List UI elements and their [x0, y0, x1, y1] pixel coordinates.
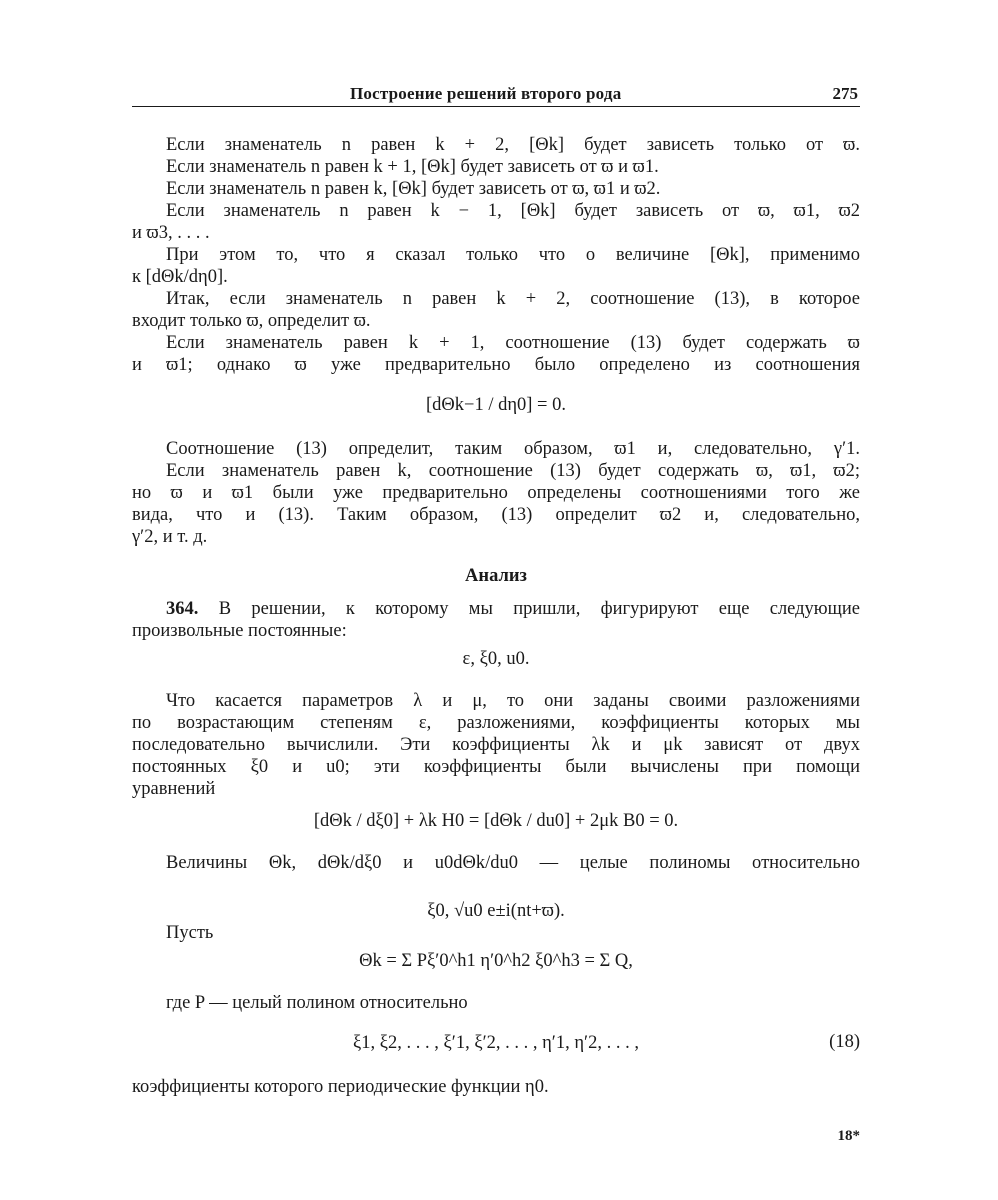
text-line: Если знаменатель равен k + 1, соотношение (13) будет содержать ϖ [166, 333, 860, 353]
signature-mark: 18* [837, 1128, 860, 1144]
paragraph-number: 364. [166, 599, 199, 619]
text-line: постоянных ξ0 и u0; эти коэффициенты были вычислены при помощи [132, 757, 860, 777]
header-rule [132, 106, 860, 107]
text-line: и ϖ1; однако ϖ уже предварительно было определено из соотношения [132, 355, 860, 375]
equation: ξ0, √u0 e±i(nt+ϖ). [427, 901, 565, 921]
text-line: Итак, если знаменатель n равен k + 2, соотношение (13), в которое [166, 289, 860, 309]
text-line: где P — целый полином относительно [166, 993, 468, 1013]
text-line: к [dΘk/dη0]. [132, 267, 228, 287]
equation-number: (18) [829, 1032, 860, 1052]
text-line: по возрастающим степеням ε, разложениями, коэффициенты которых мы [132, 713, 860, 733]
running-head-title: Построение решений второго рода [350, 84, 622, 103]
page-number: 275 [832, 84, 858, 103]
text-line: Соотношение (13) определит, таким образом, ϖ1 и, следовательно, γ′1. [166, 439, 860, 459]
section-heading: Анализ [465, 566, 527, 586]
paragraph-start [166, 598, 860, 620]
equation: ε, ξ0, u0. [462, 649, 530, 669]
text-line: Если знаменатель n равен k, [Θk] будет зависеть от ϖ, ϖ1 и ϖ2. [166, 179, 661, 199]
text-line: и ϖ3, . . . . [132, 223, 210, 243]
equation: Θk = Σ Pξ′0^h1 η′0^h2 ξ0^h3 = Σ Q, [359, 951, 633, 971]
text-line: но ϖ и ϖ1 были уже предварительно определены соотношениями того же [132, 483, 860, 503]
text-line: входит только ϖ, определит ϖ. [132, 311, 371, 331]
text-line: В решении, к которому мы пришли, фигурируют еще следующие [198, 599, 860, 619]
equation: ξ1, ξ2, . . . , ξ′1, ξ′2, . . . , η′1, η′2, . . . , [353, 1033, 639, 1053]
equation: [dΘk / dξ0] + λk H0 = [dΘk / du0] + 2μk B0 = 0. [313, 811, 679, 831]
text-line: вида, что и (13). Таким образом, (13) определит ϖ2 и, следовательно, [132, 505, 860, 525]
text-line: Если знаменатель n равен k + 2, [Θk] будет зависеть только от ϖ. [166, 135, 860, 155]
text-line: коэффициенты которого периодические функции η0. [132, 1077, 549, 1097]
text-line: При этом то, что я сказал только что о величине [Θk], применимо [166, 245, 860, 265]
text-line: Если знаменатель n равен k − 1, [Θk] будет зависеть от ϖ, ϖ1, ϖ2 [166, 201, 860, 221]
text-line: Пусть [166, 923, 214, 943]
text-line: Если знаменатель равен k, соотношение (13) будет содержать ϖ, ϖ1, ϖ2; [166, 461, 860, 481]
text-line: Если знаменатель n равен k + 1, [Θk] будет зависеть от ϖ и ϖ1. [166, 157, 659, 177]
equation: [dΘk−1 / dη0] = 0. [426, 395, 566, 415]
text-line: Что касается параметров λ и μ, то они заданы своими разложениями [166, 691, 860, 711]
text-line: Величины Θk, dΘk/dξ0 и u0dΘk/du0 — целые полиномы относительно [166, 853, 860, 873]
text-line: произвольные постоянные: [132, 621, 347, 641]
text-line: γ′2, и т. д. [132, 527, 208, 547]
text-line: уравнений [132, 779, 216, 799]
text-line: последовательно вычислили. Эти коэффициенты λk и μk зависят от двух [132, 735, 860, 755]
